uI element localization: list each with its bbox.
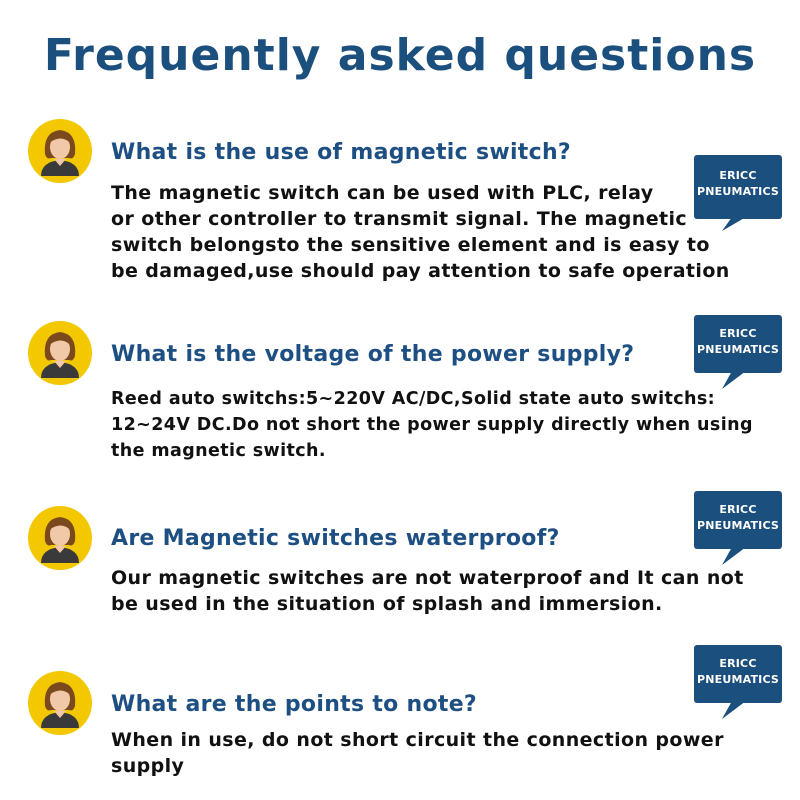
brand-line1: ERICC (719, 657, 757, 670)
faq-answer: Our magnetic switches are not waterproof and It can not be used in the situation of splash and immersion. (111, 567, 744, 615)
woman-avatar-icon (27, 505, 93, 571)
woman-avatar-icon (27, 670, 93, 736)
brand-line1: ERICC (719, 327, 757, 340)
faq-answer: When in use, do not short circuit the connection power supply (111, 729, 724, 777)
brand-badge (694, 155, 782, 247)
brand-line1: ERICC (719, 169, 757, 182)
faq-question: What are the points to note? (111, 692, 477, 717)
woman-avatar-icon (27, 320, 93, 386)
faq-question: What is the use of magnetic switch? (111, 140, 571, 165)
faq-question: What is the voltage of the power supply? (111, 342, 635, 367)
brand-line2: PNEUMATICS (696, 519, 780, 532)
brand-badge (694, 645, 782, 737)
page-title: Frequently asked questions (43, 30, 757, 81)
brand-line2: PNEUMATICS (696, 185, 780, 198)
brand-line2: PNEUMATICS (696, 343, 780, 356)
brand-badge (694, 315, 782, 407)
woman-avatar-icon (27, 118, 93, 184)
brand-line1: ERICC (719, 503, 757, 516)
brand-badge (694, 491, 782, 583)
faq-answer: Reed auto switchs:5~220V AC/DC,Solid state auto switchs: 12~24V DC.Do not short the power supply directly when using the magnetic switch. (111, 389, 753, 461)
faq-answer: The magnetic switch can be used with PLC, relay or other controller to transmit signal. The magnetic switch belongsto the sensitive element and is easy to be damaged,use should pay attention to safe operation (111, 182, 730, 282)
faq-question: Are Magnetic switches waterproof? (111, 526, 560, 551)
brand-line2: PNEUMATICS (696, 673, 780, 686)
